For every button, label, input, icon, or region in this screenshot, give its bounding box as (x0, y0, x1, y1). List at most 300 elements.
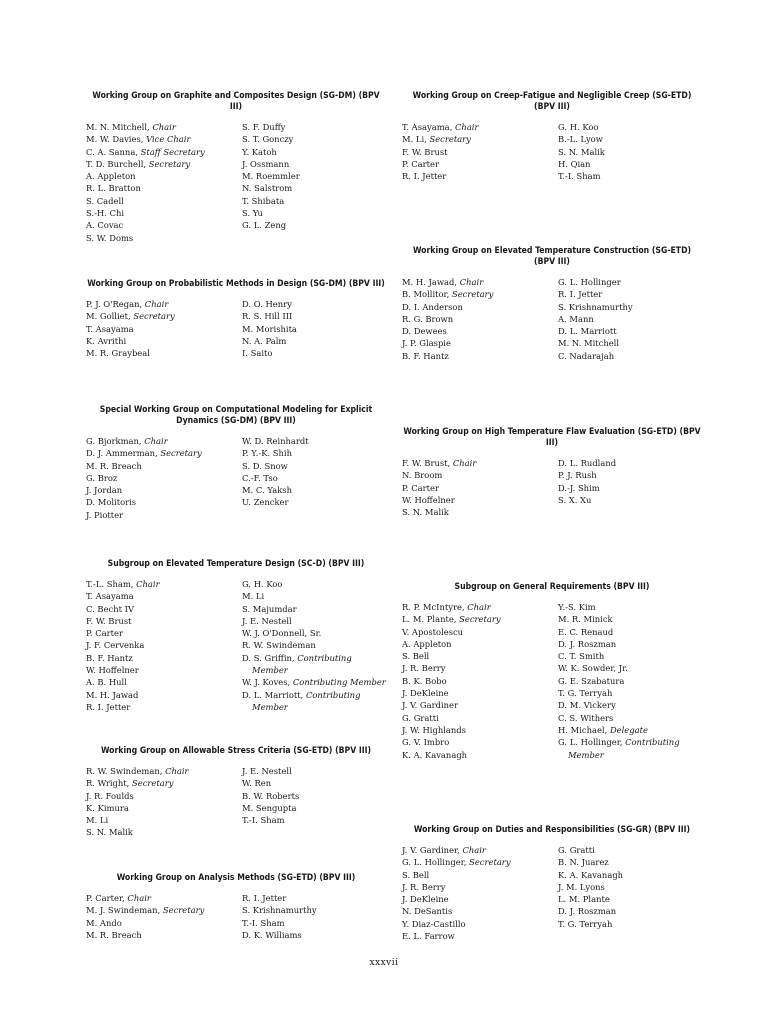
member-entry (242, 460, 386, 472)
member-entry (558, 712, 702, 724)
member-name: M. Morishita (242, 323, 297, 334)
member-name: M. R. Breach (86, 929, 142, 940)
group-elevated-temperature-design (86, 559, 386, 713)
member-name: H. Michael (558, 724, 605, 735)
member-entry: R. P. McIntyre, Chair (402, 602, 491, 612)
member-entry (242, 627, 386, 639)
member-name: P. Carter (402, 158, 439, 169)
member-name: J. V. Gardiner (402, 845, 458, 855)
member-entry (86, 676, 242, 688)
member-name: D. Molitoris (86, 497, 137, 508)
member-name: S. Majumdar (242, 603, 297, 614)
member-column-left (402, 601, 558, 761)
member-role: Chair (467, 602, 491, 612)
member-entry (242, 298, 386, 310)
member-role: Secretary (132, 778, 174, 789)
member-columns (402, 276, 702, 362)
member-role: Secretary (133, 311, 175, 322)
member-entry: J. V. Gardiner, Chair (402, 845, 486, 855)
member-entry: F. W. Brust, Chair (402, 458, 477, 468)
member-role: Contributing Member (292, 677, 386, 688)
member-name: I. Saito (242, 348, 273, 359)
member-entry (402, 146, 558, 158)
member-role: Chair (152, 122, 176, 132)
member-entry (402, 930, 558, 942)
member-entry: P. Carter, Chair (86, 893, 151, 903)
member-entry (558, 626, 702, 638)
member-entry (242, 917, 386, 929)
member-entry (558, 494, 702, 506)
member-entry (242, 435, 386, 447)
member-name: P. J. O'Regan (86, 299, 140, 309)
member-name: A. Mann (558, 313, 594, 324)
member-name: N. A. Palm (242, 335, 287, 346)
member-entry (86, 323, 242, 335)
member-name: B. Mollitor (402, 289, 447, 300)
member-name: M. Li (242, 591, 265, 602)
group-analysis-methods (86, 873, 386, 941)
member-name: S.-H. Chi (86, 208, 125, 219)
member-columns (86, 892, 386, 941)
member-column-left (86, 892, 242, 941)
member-entry (86, 689, 242, 701)
member-entry (86, 615, 242, 627)
member-name: C. Nadarajah (558, 350, 615, 361)
member-name: H. Qian (558, 158, 591, 169)
member-name: B. K. Bobo (402, 675, 447, 686)
member-column-left (86, 121, 242, 244)
member-column-left (402, 844, 558, 942)
member-name: G. H. Koo (242, 579, 283, 589)
member-entry (558, 699, 702, 711)
member-entry (558, 650, 702, 662)
group-title: Working Group on Graphite and Composites Design (SG-DM) (BPV III) (92, 91, 380, 112)
member-name: P. Carter (86, 628, 123, 639)
member-name: B. N. Juarez (558, 857, 609, 868)
member-columns (86, 578, 386, 713)
member-column-right (242, 298, 386, 359)
group-title: Working Group on Elevated Temperature Construction (SG-ETD) (BPV III) (412, 246, 692, 267)
member-name: S. N. Malik (558, 146, 605, 157)
member-name: R. I. Jetter (558, 289, 603, 300)
member-entry (242, 892, 386, 904)
member-name: J. V. Gardiner (402, 700, 459, 711)
member-entry (86, 195, 242, 207)
member-name: F. W. Brust (402, 458, 448, 468)
member-name: F. W. Brust (86, 615, 132, 626)
member-entry (242, 904, 386, 916)
member-entry (402, 482, 558, 494)
member-name: W. Ren (242, 778, 272, 789)
member-entry: C. A. Sanna, Staff Secretary (86, 146, 205, 157)
member-name: R. G. Brown (402, 313, 454, 324)
group-title: Working Group on Analysis Methods (SG-ETD) (BPV III) (116, 873, 356, 883)
member-entry (86, 219, 242, 231)
member-name: V. Apostolescu (402, 626, 464, 637)
member-role: Contributing Member (252, 689, 361, 712)
group-title: Working Group on Allowable Stress Criteria (SG-ETD) (BPV III) (100, 746, 372, 756)
member-entry (86, 484, 242, 496)
member-name: D. L. Marriott (242, 689, 301, 700)
member-name: M. C. Yaksh (242, 485, 292, 496)
member-entry: M. H. Jawad, Chair (402, 277, 484, 287)
member-name: P. Carter (86, 893, 123, 903)
member-entry: D. S. Griffin, Contributing Member (242, 652, 352, 676)
member-name: D. J. Ammerman (86, 448, 155, 459)
member-name: M. J. Swindeman (86, 905, 158, 916)
member-entry (86, 207, 242, 219)
group-title: Working Group on High Temperature Flaw Evaluation (SG-ETD) (BPV III) (403, 427, 701, 448)
member-name: M. N. Mitchell (86, 122, 148, 132)
member-entry (86, 917, 242, 929)
member-name: N. Salstrom (242, 183, 293, 194)
member-name: T.-I. Sham (242, 917, 285, 928)
member-entry (558, 662, 702, 674)
member-entry (242, 590, 386, 602)
member-name: A. Covac (86, 220, 124, 231)
member-name: W. D. Reinhardt (242, 436, 309, 446)
group-title: Working Group on Creep-Fatigue and Negligible Creep (SG-ETD) (BPV III) (412, 91, 692, 112)
member-name: J. M. Lyons (558, 881, 605, 892)
member-entry: R. W. Swindeman, Chair (86, 766, 189, 776)
member-entry (402, 337, 558, 349)
member-name: T. G. Terryah (558, 918, 613, 929)
member-entry (242, 790, 386, 802)
member-entry (558, 905, 702, 917)
member-name: R. I. Jetter (242, 893, 287, 903)
member-entry (402, 506, 558, 518)
member-name: S. Yu (242, 208, 263, 219)
member-name: J. R. Foulds (86, 790, 134, 801)
group-title: Special Working Group on Computational Modeling for Explicit Dynamics (SG-DM) (BPV III) (99, 405, 373, 426)
member-name: S. Cadell (86, 195, 124, 206)
member-entry: B. Mollitor, Secretary (402, 289, 494, 300)
member-role: Chair (136, 579, 160, 589)
member-entry (86, 929, 242, 941)
member-name: B.-L. Lyow (558, 134, 603, 145)
member-entry (402, 158, 558, 170)
member-name: R. Wright (86, 778, 127, 789)
member-entry: W. J. Koves, Contributing Member (242, 677, 386, 688)
member-name: J. Jordan (86, 485, 123, 496)
member-name: J. DeKleine (402, 688, 449, 699)
member-columns (402, 844, 702, 942)
group-title: Working Group on Probabilistic Methods in Design (SG-DM) (BPV III) (87, 279, 385, 289)
member-name: M. W. Davies (86, 134, 141, 145)
member-name: U. Zencker (242, 497, 289, 508)
member-name: K. A. Kavanagh (402, 749, 468, 760)
member-entry (86, 790, 242, 802)
member-entry: G. Bjorkman, Chair (86, 436, 168, 446)
member-entry (402, 687, 558, 699)
member-name: D. S. Griffin (242, 652, 292, 663)
member-entry (242, 765, 386, 777)
member-entry (558, 881, 702, 893)
member-column-left (402, 276, 558, 362)
member-name: D. L. Rudland (558, 458, 617, 468)
member-role: Chair (144, 436, 168, 446)
member-entry (86, 639, 242, 651)
member-name: D.-J. Shim (558, 482, 600, 493)
member-name: R. W. Swindeman (86, 766, 160, 776)
member-entry (402, 650, 558, 662)
member-name: J. E. Nestell (242, 766, 292, 776)
group-allowable-stress-criteria (86, 746, 386, 839)
member-column-left (86, 765, 242, 839)
member-entry (86, 701, 242, 713)
member-entry (86, 590, 242, 602)
member-name: J. E. Nestell (242, 615, 292, 626)
group-probabilistic-methods (86, 279, 386, 359)
member-name: G. Gratti (402, 712, 439, 723)
member-name: S. X. Xu (558, 494, 592, 505)
member-role: Chair (165, 766, 189, 776)
member-name: T. Shibata (242, 195, 285, 206)
member-entry: M. W. Davies, Vice Chair (86, 134, 191, 145)
member-name: S. Bell (402, 869, 430, 880)
member-name: W. Hoffelner (86, 665, 139, 676)
member-entry (242, 484, 386, 496)
member-column-right (242, 892, 386, 941)
member-entry: L. M. Plante, Secretary (402, 614, 501, 625)
member-entry: M. Li, Secretary (402, 134, 471, 145)
member-entry (86, 603, 242, 615)
member-name: S. Krishnamurthy (242, 905, 317, 916)
member-entry (402, 724, 558, 736)
member-name: W. J. O'Donnell, Sr. (242, 628, 322, 639)
member-column-left (86, 298, 242, 359)
member-role: Staff Secretary (140, 146, 205, 157)
member-name: D. K. Williams (242, 929, 302, 940)
group-duties-responsibilities (402, 825, 702, 942)
member-name: T. Asayama (402, 122, 450, 132)
page-number: xxxvii (369, 958, 399, 968)
member-name: M. R. Minick (558, 614, 613, 625)
member-entry (402, 494, 558, 506)
member-columns (86, 298, 386, 359)
member-entry (86, 472, 242, 484)
member-name: R. W. Swindeman (242, 640, 316, 651)
member-entry: T. D. Burchell, Secretary (86, 158, 191, 169)
member-entry (242, 335, 386, 347)
member-entry (242, 310, 386, 322)
member-entry (402, 918, 558, 930)
group-high-temperature-flaw (402, 427, 702, 518)
member-name: E. L. Farrow (402, 931, 455, 942)
member-role: Secretary (459, 614, 501, 625)
member-name: M. H. Jawad (402, 277, 455, 287)
member-name: D. J. Roszman (558, 906, 617, 917)
member-entry (86, 664, 242, 676)
member-role: Secretary (148, 158, 191, 169)
member-name: M. R. Graybeal (86, 348, 150, 359)
member-entry (86, 509, 242, 521)
member-entry (402, 869, 558, 881)
member-entry (558, 856, 702, 868)
member-name: T.-I. Sham (558, 171, 601, 182)
member-name: J. P. Glaspie (402, 338, 451, 349)
member-entry (242, 472, 386, 484)
member-role: Delegate (609, 724, 648, 735)
member-entry (242, 929, 386, 941)
member-role: Contributing Member (252, 652, 352, 676)
member-name: G. Gratti (558, 845, 595, 855)
member-name: C. S. Withers (558, 712, 614, 723)
member-name: M. Ando (86, 917, 122, 928)
member-name: A. Appleton (86, 171, 136, 182)
member-name: T.-L. Sham (86, 579, 131, 589)
member-entry: G. L. Hollinger, Secretary (402, 857, 511, 868)
member-entry (242, 447, 386, 459)
member-entry (558, 638, 702, 650)
member-entry (558, 601, 702, 613)
member-entry (402, 662, 558, 674)
member-name: D. J. Roszman (558, 638, 617, 649)
member-name: K. Kimura (86, 802, 129, 813)
member-column-right (558, 121, 702, 182)
member-name: S. Krishnamurthy (558, 301, 633, 312)
member-entry (242, 777, 386, 789)
member-entry (558, 350, 702, 362)
member-name: J. R. Berry (402, 663, 446, 674)
member-role: Secretary (469, 857, 511, 868)
member-entry (558, 276, 702, 288)
member-name: R. I. Jetter (86, 701, 131, 712)
member-entry (402, 638, 558, 650)
member-columns (402, 601, 702, 761)
member-entry (558, 869, 702, 881)
member-name: K. Avrithi (86, 335, 127, 346)
member-entry (242, 347, 386, 359)
member-name: K. A. Kavanagh (558, 869, 624, 880)
member-entry (402, 350, 558, 362)
member-name: D. L. Marriott (558, 326, 617, 337)
member-entry (558, 313, 702, 325)
member-role: Contributing Member (568, 737, 680, 760)
member-entry (402, 736, 558, 748)
member-name: S. W. Doms (86, 232, 134, 243)
member-name: C. T. Smith (558, 651, 605, 662)
member-column-right (558, 276, 702, 362)
member-role: Vice Chair (146, 134, 191, 145)
member-name: M. Li (86, 815, 109, 826)
member-entry (558, 133, 702, 145)
member-entry (242, 814, 386, 826)
member-name: G. L. Hollinger (402, 857, 464, 868)
member-name: S. Bell (402, 651, 430, 662)
member-columns (86, 121, 386, 244)
member-name: M. N. Mitchell (558, 338, 620, 349)
member-entry (558, 675, 702, 687)
member-name: C. Becht IV (86, 603, 135, 614)
member-role: Secretary (160, 448, 202, 459)
member-column-left (402, 121, 558, 182)
member-entry (242, 182, 386, 194)
member-entry (86, 170, 242, 182)
member-name: M. Li (402, 134, 425, 145)
member-name: T. Asayama (86, 591, 134, 602)
member-entry (86, 802, 242, 814)
member-name: S. F. Duffy (242, 122, 286, 132)
member-entry (402, 893, 558, 905)
member-columns (86, 435, 386, 521)
member-name: J. Piotter (86, 509, 124, 520)
member-entry (402, 881, 558, 893)
member-entry: M. J. Swindeman, Secretary (86, 905, 205, 916)
member-name: Y.-S. Kim (558, 602, 596, 612)
member-entry (402, 170, 558, 182)
member-entry (86, 496, 242, 508)
member-name: M. R. Breach (86, 460, 142, 471)
member-name: L. M. Plante (402, 614, 454, 625)
member-entry (402, 749, 558, 761)
member-name: G. E. Szabatura (558, 675, 625, 686)
member-name: N. DeSantis (402, 906, 453, 917)
member-entry (558, 337, 702, 349)
member-role: Secretary (162, 905, 205, 916)
member-name: D. Dewees (402, 326, 447, 337)
member-column-right (558, 844, 702, 942)
member-entry (402, 301, 558, 313)
member-name: C. A. Sanna (86, 146, 136, 157)
member-entry (242, 578, 386, 590)
member-entry (242, 639, 386, 651)
member-entry (86, 335, 242, 347)
member-column-right (558, 457, 702, 518)
member-name: S. N. Malik (402, 507, 449, 518)
member-role: Chair (452, 458, 477, 468)
member-column-right (242, 578, 386, 713)
member-entry (402, 905, 558, 917)
member-entry (86, 814, 242, 826)
member-name: G. L. Zeng (242, 220, 287, 231)
member-name: Y. Diaz-Castillo (402, 918, 466, 929)
group-graphite-composites (86, 91, 386, 244)
member-entry (558, 158, 702, 170)
member-name: M. Golliet (86, 311, 128, 322)
member-name: G. L. Hollinger (558, 737, 620, 748)
member-entry: T. Asayama, Chair (402, 122, 479, 132)
member-columns (86, 765, 386, 839)
member-name: J. DeKleine (402, 894, 449, 905)
member-name: S. D. Snow (242, 460, 288, 471)
member-name: P. Y.-K. Shih (242, 448, 292, 459)
member-name: W. J. Koves (242, 677, 288, 688)
member-entry (402, 325, 558, 337)
member-entry (242, 219, 386, 231)
member-name: R. L. Bratton (86, 183, 141, 194)
member-name: W. K. Sowder, Jr. (558, 663, 628, 674)
member-entry (402, 712, 558, 724)
member-name: M. Roemmler (242, 171, 300, 182)
member-entry (558, 469, 702, 481)
member-entry (242, 121, 386, 133)
member-role: Chair (127, 893, 151, 903)
member-name: D. I. Anderson (402, 301, 463, 312)
member-entry: P. J. O'Regan, Chair (86, 299, 169, 309)
member-entry: H. Michael, Delegate (558, 724, 648, 735)
member-column-right (242, 121, 386, 244)
group-title: Subgroup on Elevated Temperature Design (SC-D) (BPV III) (107, 559, 365, 569)
member-name: R. S. Hill III (242, 311, 293, 322)
member-column-left (86, 578, 242, 713)
member-entry (86, 232, 242, 244)
member-entry: T.-L. Sham, Chair (86, 579, 160, 589)
member-column-left (86, 435, 242, 521)
member-entry: D. J. Ammerman, Secretary (86, 448, 202, 459)
member-name: J. W. Highlands (402, 724, 466, 735)
member-name: F. W. Brust (402, 146, 448, 157)
